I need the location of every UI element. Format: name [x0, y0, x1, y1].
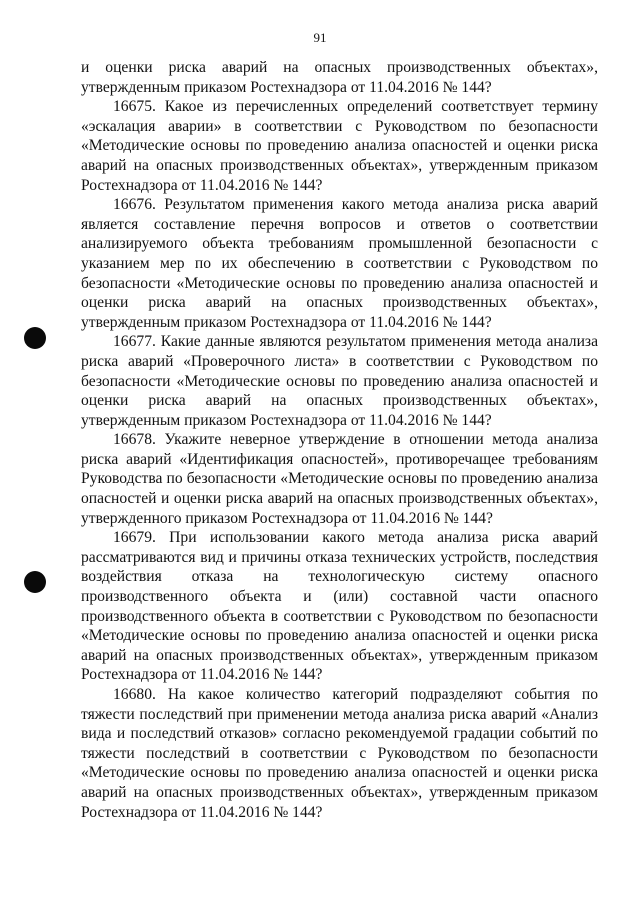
document-body	[81, 58, 598, 822]
question-16675: 16675. Какое из перечисленных определений соответствует термину «эскалация аварии» в соответствии с Руководством по безопасности «Методические основы по проведению анализа опасностей и оценки риска аварий на опасных производственных объектах», утвержденным приказом Ростехнадзора от 11.04.2016 № 144?	[81, 98, 598, 194]
question-16676: 16676. Результатом применения какого метода анализа риска аварий является составление перечня вопросов и ответов о соответствии анализируемого объекта требованиям промышленной безопасности с указанием мер по их обеспечению в соответствии с Руководством по безопасности «Методические основы по проведению анализа опасностей и оценки риска аварий на опасных производственных объектах», утвержденным приказом Ростехнадзора от 11.04.2016 № 144?	[81, 196, 598, 331]
question-16678: 16678. Укажите неверное утверждение в отношении метода анализа риска аварий «Идентификация опасностей», противоречащее требованиям Руководства по безопасности «Методические основы по проведению анализа опасностей и оценки риска аварий на опасных производственных объектах», утвержденного приказом Ростехнадзора от 11.04.2016 № 144?	[81, 431, 598, 527]
page-number: 91	[313, 30, 327, 45]
question-16677: 16677. Какие данные являются результатом применения метода анализа риска аварий «Проверочного листа» в соответствии с Руководством по безопасности «Методические основы по проведению анализа опасностей и оценки риска аварий на опасных производственных объектах», утвержденным приказом Ростехнадзора от 11.04.2016 № 144?	[81, 333, 598, 429]
question-16680: 16680. На какое количество категорий подразделяют события по тяжести последствий при применении метода анализа риска аварий «Анализ вида и последствий отказов» согласно рекомендуемой градации событий по тяжести последствий в соответствии с Руководством по безопасности «Методические основы по проведению анализа опасностей и оценки риска аварий на опасных производственных объектах», утвержденным приказом Ростехнадзора от 11.04.2016 № 144?	[81, 686, 598, 821]
question-16679: 16679. При использовании какого метода анализа риска аварий рассматриваются вид и причины отказа технических устройств, последствия воздействия отказа на технологическую систему опасного производственного объекта и (или) составной части опасного производственного объекта в соответствии с Руководством по безопасности «Методические основы по проведению анализа опасностей и оценки риска аварий на опасных производственных объектах», утвержденным приказом Ростехнадзора от 11.04.2016 № 144?	[81, 529, 598, 684]
paragraph-continuation: и оценки риска аварий на опасных производственных объектах», утвержденным приказом Ростехнадзора от 11.04.2016 № 144?	[81, 59, 598, 96]
punch-hole-top	[24, 327, 46, 349]
punch-hole-bottom	[24, 571, 46, 593]
